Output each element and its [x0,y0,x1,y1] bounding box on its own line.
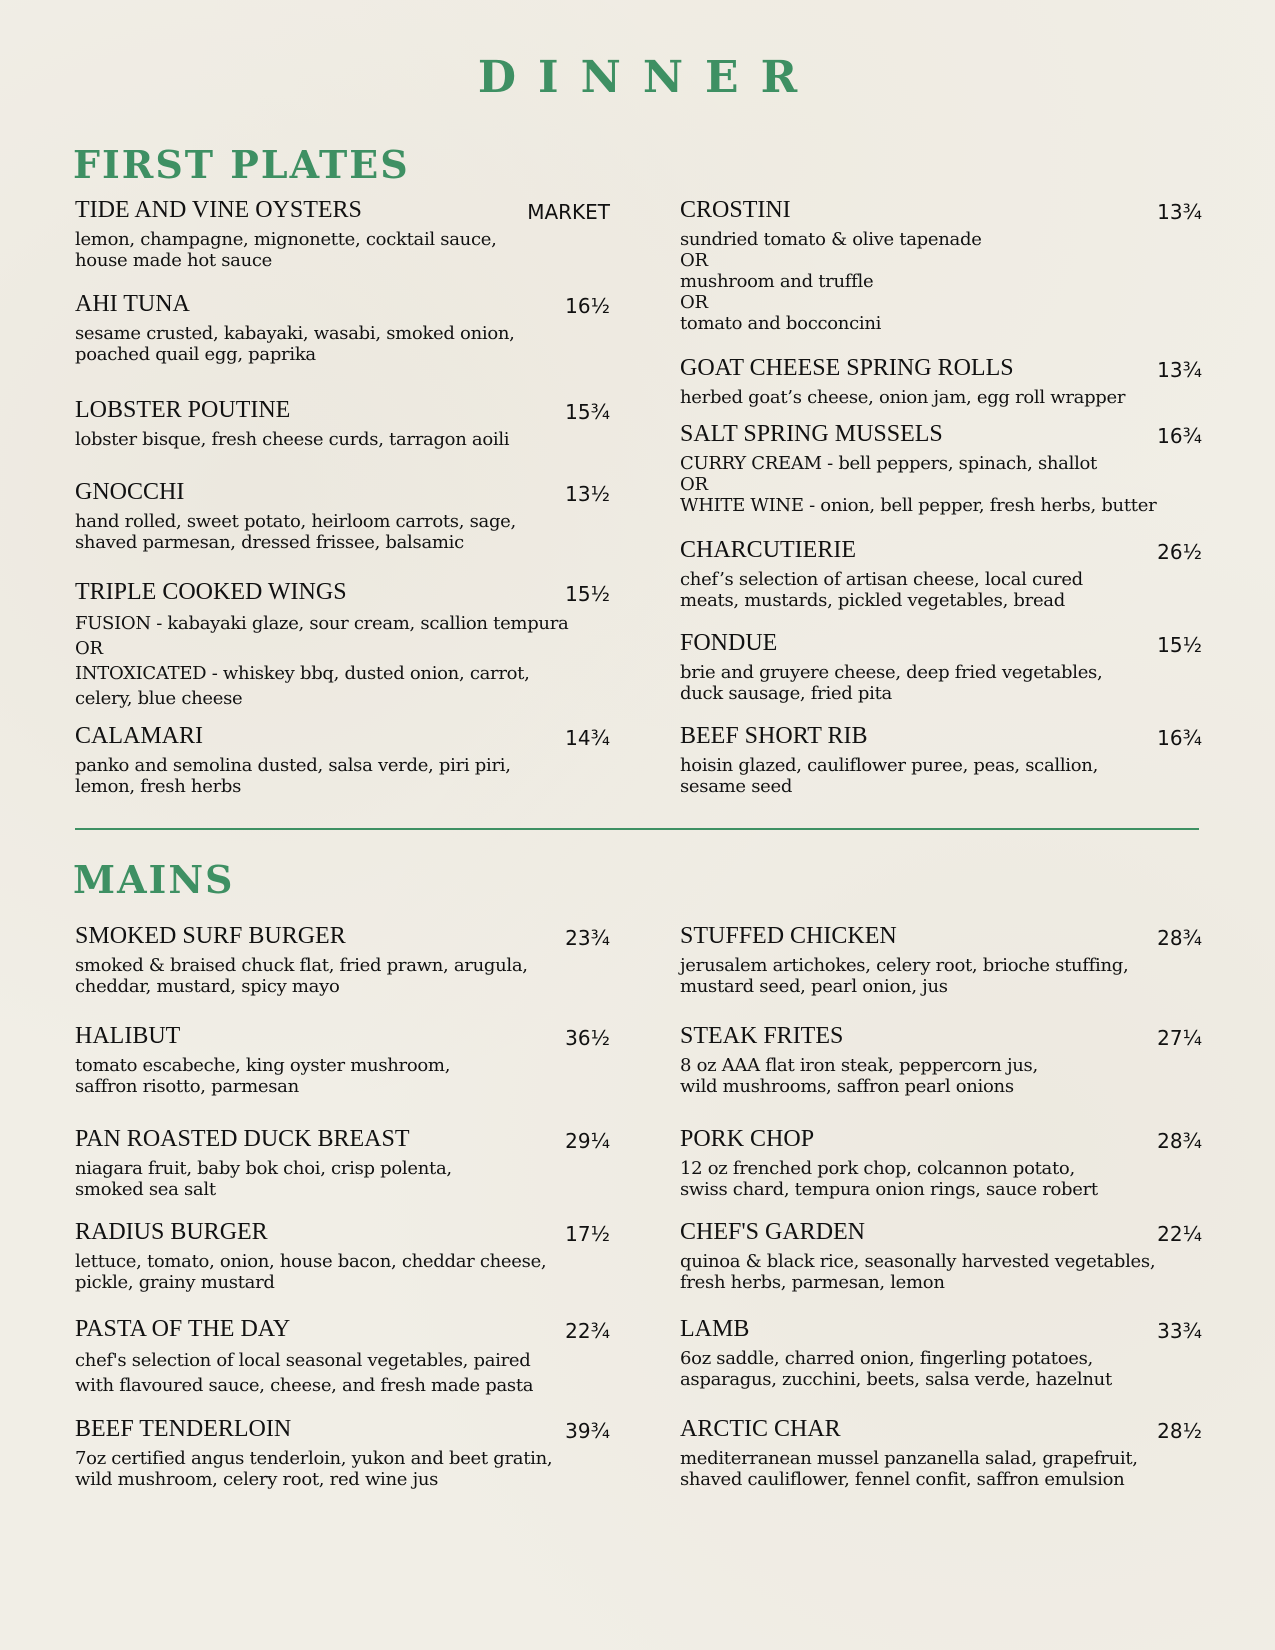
menu-item-description [75,955,610,997]
menu-item-description-line: OR [75,638,103,659]
menu-title: DINNER [477,52,820,103]
menu-item-description-line: herbed goat’s cheese, onion jam, egg roll wrapper [680,387,1126,408]
menu-item-description-line: sesame crusted, kabayaki, wasabi, smoked onion, [75,323,515,344]
menu-item [75,1315,610,1398]
menu-item-description-line: smoked sea salt [75,1179,216,1200]
menu-item-description [75,611,610,711]
menu-item-price: 23¾ [565,926,610,950]
menu-item-description-line: wild mushrooms, saffron pearl onions [680,1076,1014,1097]
menu-item-price: 15¾ [565,400,610,424]
menu-item [680,1125,1202,1200]
menu-item [75,1125,610,1200]
menu-item-description-line: 7oz certified angus tenderloin, yukon and beet gratin, [75,1448,553,1469]
menu-item [680,1218,1202,1293]
menu-item [680,1022,1202,1097]
menu-item [680,196,1202,334]
menu-item-name: CHARCUTIERIE [680,537,856,563]
menu-item-description-line: mediterranean mussel panzanella salad, grapefruit, [680,1448,1138,1469]
menu-item [680,354,1202,408]
menu-item-description-line: mushroom and truffle [680,271,874,292]
menu-item-description-line: cheddar, mustard, spicy mayo [75,976,340,997]
menu-item-name: SALT SPRING MUSSELS [680,421,943,447]
menu-item-description [680,1251,1202,1293]
section-divider [75,828,1199,830]
menu-item-description-line: meats, mustards, pickled vegetables, bread [680,590,1065,611]
menu-item-price: 28½ [1157,1419,1202,1443]
menu-item-description [680,755,1202,797]
menu-item [75,1022,610,1097]
menu-item-name: BEEF TENDERLOIN [75,1416,292,1442]
menu-item-price: 33¾ [1157,1319,1202,1343]
menu-item-description [75,229,610,271]
menu-item-price: 14¾ [565,726,610,750]
menu-item-description-line: duck sausage, fried pita [680,683,892,704]
menu-item-price: 36½ [565,1026,610,1050]
menu-item-description-line: sundried tomato & olive tapenade [680,229,982,250]
menu-item-description-line: jerusalem artichokes, celery root, brioche stuffing, [680,955,1129,976]
menu-item-price: 29¼ [565,1129,610,1153]
menu-item-description-line: panko and semolina dusted, salsa verde, piri piri, [75,755,511,776]
menu-item [75,290,610,365]
menu-item [75,1415,610,1490]
menu-item-description [75,1055,610,1097]
menu-item-price: 26½ [1157,540,1202,564]
menu-item-price: 17½ [565,1222,610,1246]
menu-item [680,1415,1202,1490]
menu-item-price: 15½ [565,582,610,606]
menu-item-description-line: WHITE WINE - onion, bell pepper, fresh herbs, butter [680,495,1157,516]
menu-item-price: 28¾ [1157,1129,1202,1153]
menu-item-description-line: shaved parmesan, dressed frissee, balsamic [75,532,464,553]
menu-item-description [75,429,610,450]
first-plates-heading: FIRST PLATES [73,142,410,187]
menu-item-description-line: hand rolled, sweet potato, heirloom carrots, sage, [75,511,516,532]
menu-item-price: 13¾ [1157,358,1202,382]
menu-item-description-line: fresh herbs, parmesan, lemon [680,1272,945,1293]
menu-item-description-line: INTOXICATED - whiskey bbq, dusted onion, carrot, [75,663,530,684]
menu-item-description-line: celery, blue cheese [75,688,243,709]
menu-item-description-line: sesame seed [680,776,793,797]
menu-item-price: 13¾ [1157,200,1202,224]
menu-item-description-line: lettuce, tomato, onion, house bacon, cheddar cheese, [75,1251,547,1272]
menu-item [75,396,610,450]
menu-item-price: 27¼ [1157,1026,1202,1050]
menu-item-price: 16½ [565,294,610,318]
menu-item-name: STEAK FRITES [680,1023,844,1049]
menu-item-description-line: OR [680,250,708,271]
menu-item-name: ARCTIC CHAR [680,1416,841,1442]
menu-item-description-line: wild mushroom, celery root, red wine jus [75,1469,439,1490]
menu-item [680,922,1202,997]
menu-item-description [75,1158,610,1200]
menu-item-description-line: CURRY CREAM - bell peppers, spinach, shallot [680,453,1097,474]
menu-item-description [680,453,1202,516]
menu-item-description-line: mustard seed, pearl onion, jus [680,976,948,997]
menu-item-description-line: brie and gruyere cheese, deep fried vegetables, [680,662,1103,683]
menu-item-description [75,1448,610,1490]
menu-item-description-line: with flavoured sauce, cheese, and fresh made pasta [75,1375,534,1396]
menu-item-description-line: smoked & braised chuck flat, fried prawn, arugula, [75,955,528,976]
menu-item-price: 13½ [565,482,610,506]
menu-item-description [75,323,610,365]
menu-item-price: 39¾ [565,1419,610,1443]
menu-item-name: FONDUE [680,630,778,656]
menu-item-name: TIDE AND VINE OYSTERS [75,197,362,223]
menu-item-price: 15½ [1157,633,1202,657]
menu-item-description-line: tomato and bocconcini [680,313,882,334]
menu-item [75,478,610,553]
menu-item-description-line: FUSION - kabayaki glaze, sour cream, scallion tempura [75,613,569,634]
menu-item-description-line: OR [680,474,708,495]
menu-item-description [75,1348,610,1398]
menu-item-name: PORK CHOP [680,1126,815,1152]
menu-item [680,420,1202,516]
menu-item-description-line: chef’s selection of artisan cheese, local cured [680,569,1083,590]
menu-item-description-line: tomato escabeche, king oyster mushroom, [75,1055,451,1076]
menu-item-name: CROSTINI [680,197,791,223]
menu-item-price: 28¾ [1157,926,1202,950]
menu-item-description-line: 12 oz frenched pork chop, colcannon potato, [680,1158,1075,1179]
menu-item-description-line: lobster bisque, fresh cheese curds, tarragon aoili [75,429,510,450]
menu-item-name: AHI TUNA [75,291,190,317]
menu-item-name: PASTA OF THE DAY [75,1316,291,1342]
menu-item-description [680,1348,1202,1390]
menu-item-name: CHEF'S GARDEN [680,1219,866,1245]
menu-item [680,629,1202,704]
menu-item-description [680,1448,1202,1490]
menu-item-description [680,955,1202,997]
menu-item [75,922,610,997]
menu-item-description-line: asparagus, zucchini, beets, salsa verde, hazelnut [680,1369,1112,1390]
menu-item-description-line: lemon, fresh herbs [75,776,242,797]
menu-item [680,536,1202,611]
menu-item-description [680,1055,1202,1097]
menu-item [680,1315,1202,1390]
menu-item-name: STUFFED CHICKEN [680,923,897,949]
menu-item-description [680,569,1202,611]
menu-item-name: BEEF SHORT RIB [680,723,868,749]
menu-item-description [680,387,1202,408]
menu-item-description-line: niagara fruit, baby bok choi, crisp polenta, [75,1158,452,1179]
menu-item-description [75,511,610,553]
mains-heading: MAINS [73,857,235,902]
menu-item-description [680,229,1202,334]
menu-item-description-line: OR [680,292,708,313]
menu-item-name: CALAMARI [75,723,204,749]
menu-item-name: HALIBUT [75,1023,181,1049]
menu-item-price: 22¼ [1157,1222,1202,1246]
menu-item-name: LAMB [680,1316,750,1342]
menu-item-description [75,1251,610,1293]
menu-item-description [680,1158,1202,1200]
menu-item-name: PAN ROASTED DUCK BREAST [75,1126,410,1152]
menu-item-description [75,755,610,797]
menu-item-price: 22¾ [565,1319,610,1343]
menu-item-description-line: chef's selection of local seasonal vegetables, paired [75,1350,531,1371]
menu-item-price: 16¾ [1157,424,1202,448]
menu-item [680,722,1202,797]
menu-item-name: GOAT CHEESE SPRING ROLLS [680,355,1014,381]
menu-item-name: RADIUS BURGER [75,1219,268,1245]
menu-item-description-line: 8 oz AAA flat iron steak, peppercorn jus, [680,1055,1038,1076]
menu-item-name: GNOCCHI [75,479,185,505]
menu-item-description-line: quinoa & black rice, seasonally harvested vegetables, [680,1251,1156,1272]
menu-item-description-line: hoisin glazed, cauliflower puree, peas, scallion, [680,755,1098,776]
menu-item-description-line: shaved cauliflower, fennel confit, saffron emulsion [680,1469,1125,1490]
menu-item-name: SMOKED SURF BURGER [75,923,346,949]
menu-item-description-line: lemon, champagne, mignonette, cocktail sauce, [75,229,497,250]
menu-item-description-line: 6oz saddle, charred onion, fingerling potatoes, [680,1348,1093,1369]
menu-item [75,1218,610,1293]
menu-item-description-line: house made hot sauce [75,250,273,271]
menu-item [75,578,610,711]
menu-item-description-line: pickle, grainy mustard [75,1272,275,1293]
menu-item-name: TRIPLE COOKED WINGS [75,579,347,605]
menu-item [75,722,610,797]
menu-item-description-line: swiss chard, tempura onion rings, sauce robert [680,1179,1098,1200]
menu-item-name: LOBSTER POUTINE [75,397,291,423]
menu-item-price: MARKET [527,200,610,224]
menu-item-description-line: poached quail egg, paprika [75,344,316,365]
menu-item-price: 16¾ [1157,726,1202,750]
menu-item-description [680,662,1202,704]
menu-item [75,196,610,271]
menu-item-description-line: saffron risotto, parmesan [75,1076,299,1097]
